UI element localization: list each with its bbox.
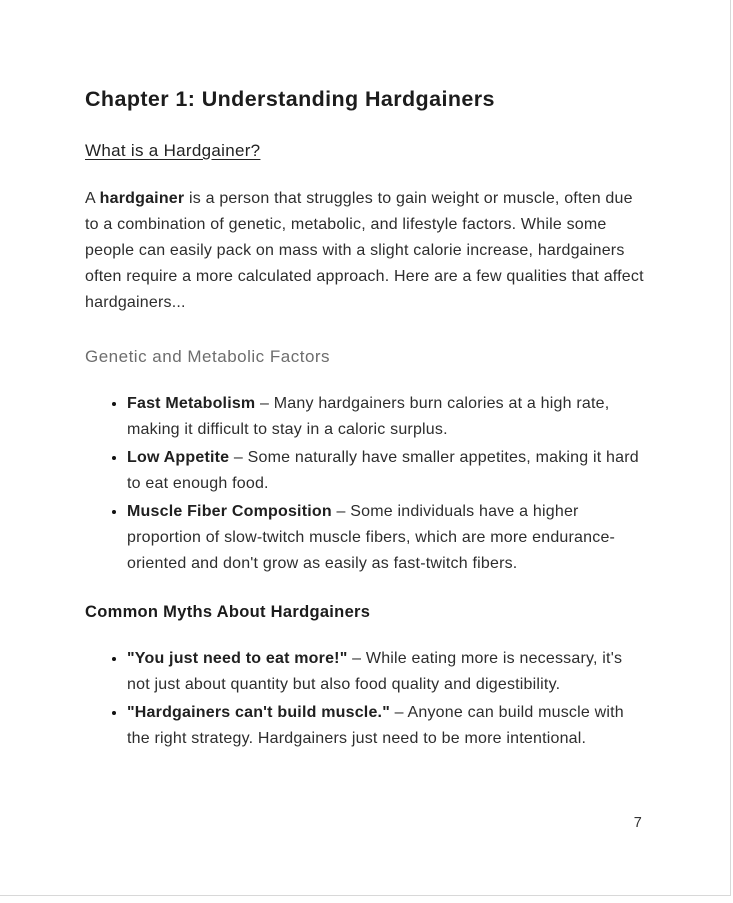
list-item-separator: – [255,395,274,412]
intro-paragraph [85,186,648,316]
list-item-term: "Hardgainers can't build muscle." [127,704,390,721]
list-item-muscle-fiber-composition [127,499,648,577]
list-item-description: Some naturally have smaller appetites, making it hard to eat enough food. [127,449,639,492]
list-item-description: Some individuals have a higher proportion of slow-twitch muscle fibers, which are more endurance-oriented and don't grow as easily as fast-twitch fibers. [127,503,616,572]
list-item-separator: – [347,650,366,667]
list-item-term: Fast Metabolism [127,395,256,412]
list-item-low-appetite [127,445,648,497]
chapter-title: Chapter 1: Understanding Hardgainers [85,87,495,111]
list-item-cant-build-muscle-myth [127,700,648,752]
list-item-term: "You just need to eat more!" [127,650,348,667]
intro-lead: A [85,190,100,207]
list-item-description: While eating more is necessary, it's not just about quantity but also food quality and digestibility. [127,650,623,693]
list-item-eat-more-myth [127,646,648,698]
subheading-common-myths-about-hardgainers: Common Myths About Hardgainers [85,603,371,621]
section-heading-what-is-a-hardgainer: What is a Hardgainer? [85,141,261,160]
list-item-term: Low Appetite [127,449,230,466]
list-item-term: Muscle Fiber Composition [127,503,332,520]
intro-bold-term: hardgainer [99,190,185,207]
myths-list [85,646,648,752]
list-item-description: Many hardgainers burn calories at a high rate, making it difficult to stay in a caloric surplus. [127,395,610,438]
list-item-fast-metabolism [127,391,648,443]
list-item-description: Anyone can build muscle with the right strategy. Hardgainers just need to be more intentional. [127,704,624,747]
list-item-separator: – [389,704,408,721]
page-number: 7 [633,815,642,831]
intro-rest: is a person that struggles to gain weight or muscle, often due to a combination of genetic, metabolic, and lifestyle factors. While some people can easily pack on mass with a slight calorie increase, hardgainers often require a more calculated approach. Here are a few qualities that affect hardgainers... [85,190,644,311]
list-item-separator: – [331,503,351,520]
list-item-separator: – [229,449,248,466]
subheading-genetic-and-metabolic-factors: Genetic and Metabolic Factors [85,347,331,366]
genetic-factors-list [85,391,648,577]
